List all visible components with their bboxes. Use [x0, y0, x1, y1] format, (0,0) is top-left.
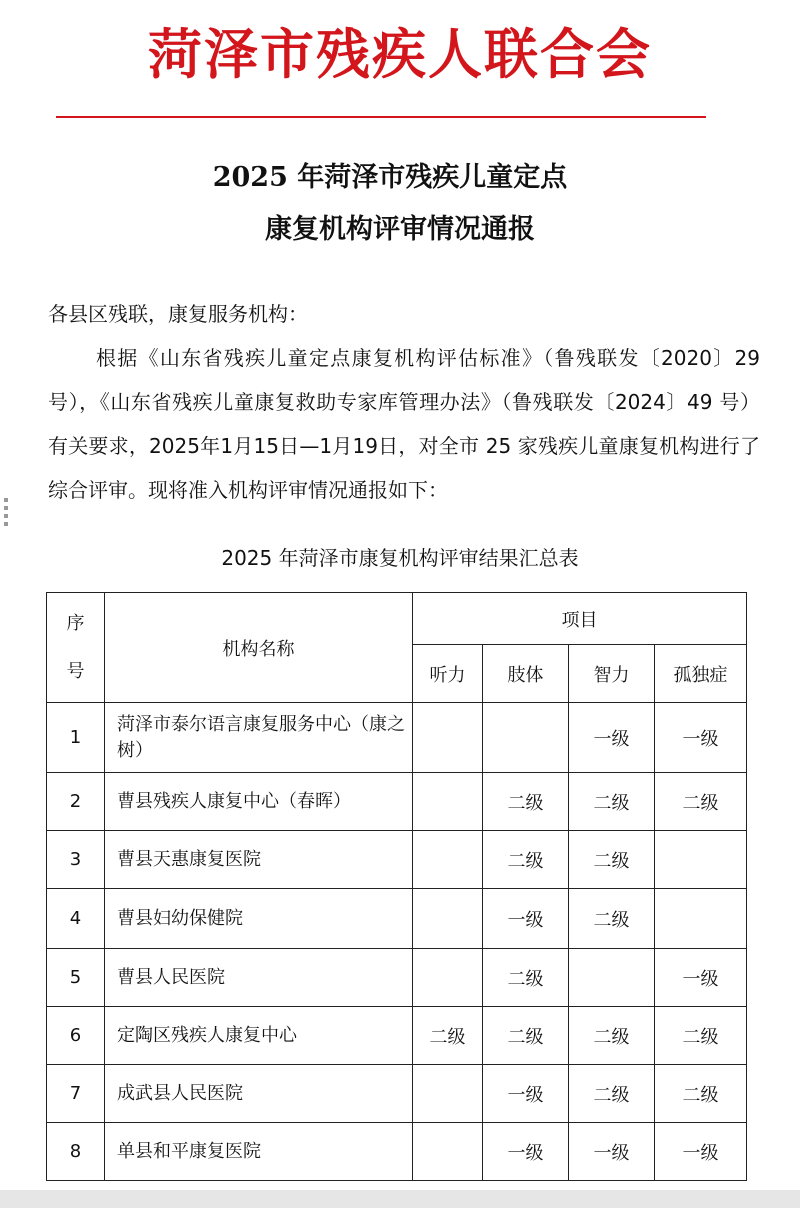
row-institution-name: 曹县人民医院 [105, 949, 413, 1007]
table-row [47, 703, 747, 773]
row-number: 3 [47, 831, 105, 889]
row-cell [413, 831, 483, 889]
row-number: 4 [47, 889, 105, 949]
row-cell: 二级 [569, 1065, 655, 1123]
row-number: 1 [47, 703, 105, 773]
header-institution-name: 机构名称 [105, 593, 413, 703]
row-cell [413, 773, 483, 831]
row-cell: 二级 [483, 831, 569, 889]
header-items: 项目 [413, 593, 747, 645]
row-cell: 一级 [655, 703, 747, 773]
row-number: 2 [47, 773, 105, 831]
header-col-hearing: 听力 [413, 645, 483, 703]
row-cell: 一级 [655, 949, 747, 1007]
row-number: 6 [47, 1007, 105, 1065]
header-col-autism: 孤独症 [655, 645, 747, 703]
row-cell [413, 1123, 483, 1181]
row-cell [413, 703, 483, 773]
row-cell: 二级 [655, 1007, 747, 1065]
row-cell [413, 1065, 483, 1123]
row-cell: 二级 [413, 1007, 483, 1065]
row-institution-name: 曹县妇幼保健院 [105, 889, 413, 949]
row-cell: 一级 [483, 1123, 569, 1181]
bottom-scroll-bar[interactable] [0, 1190, 800, 1208]
row-institution-name: 定陶区残疾人康复中心 [105, 1007, 413, 1065]
row-institution-name: 成武县人民医院 [105, 1065, 413, 1123]
body-paragraph: 根据《山东省残疾儿童定点康复机构评估标准》（鲁残联发〔2020〕29 号），《山东省残疾儿童康复救助专家库管理办法》（鲁残联发〔2024〕49 号）有关要求，2025年1月15日—1月19日，对全市 25 家残疾儿童康复机构进行了综合评审。现将准入机构评审情况通报如下： [48, 346, 760, 502]
row-cell: 二级 [483, 1007, 569, 1065]
document-title-line2: 康复机构评审情况通报 [265, 214, 535, 245]
row-cell: 二级 [569, 889, 655, 949]
row-cell: 二级 [569, 1007, 655, 1065]
header-col-intellect: 智力 [569, 645, 655, 703]
table-header-row [47, 593, 747, 645]
row-cell: 二级 [569, 831, 655, 889]
table-caption: 2025 年菏泽市康复机构评审结果汇总表 [221, 546, 579, 570]
row-number: 5 [47, 949, 105, 1007]
row-cell [413, 889, 483, 949]
row-institution-name: 单县和平康复医院 [105, 1123, 413, 1181]
row-number: 8 [47, 1123, 105, 1181]
row-cell [483, 703, 569, 773]
salutation: 各县区残联，康复服务机构： [48, 302, 308, 326]
row-cell [655, 831, 747, 889]
row-cell [655, 889, 747, 949]
row-cell: 二级 [569, 773, 655, 831]
header-col-limb: 肢体 [483, 645, 569, 703]
org-header: 菏泽市残疾人联合会 [148, 22, 652, 86]
row-cell: 一级 [569, 1123, 655, 1181]
row-cell: 二级 [483, 773, 569, 831]
row-cell: 一级 [569, 703, 655, 773]
table-row [47, 889, 747, 949]
row-number: 7 [47, 1065, 105, 1123]
row-cell: 一级 [483, 1065, 569, 1123]
margin-drag-handle [4, 498, 8, 526]
table-row [47, 831, 747, 889]
table-row [47, 949, 747, 1007]
row-cell: 一级 [655, 1123, 747, 1181]
row-cell [413, 949, 483, 1007]
results-table [46, 592, 747, 1181]
row-cell: 二级 [655, 1065, 747, 1123]
row-institution-name: 曹县天惠康复医院 [105, 831, 413, 889]
row-cell: 一级 [483, 889, 569, 949]
header-serial-number: 序 号 [47, 593, 105, 703]
row-cell: 二级 [483, 949, 569, 1007]
table-row [47, 773, 747, 831]
row-institution-name: 曹县残疾人康复中心（春晖） [105, 773, 413, 831]
document-title-line1: 2025 年菏泽市残疾儿童定点 [212, 162, 568, 193]
table-row [47, 1123, 747, 1181]
red-divider [56, 116, 706, 118]
table-row [47, 1007, 747, 1065]
row-cell: 二级 [655, 773, 747, 831]
table-row [47, 1065, 747, 1123]
row-cell [569, 949, 655, 1007]
row-institution-name: 菏泽市泰尔语言康复服务中心（康之树） [105, 703, 413, 773]
